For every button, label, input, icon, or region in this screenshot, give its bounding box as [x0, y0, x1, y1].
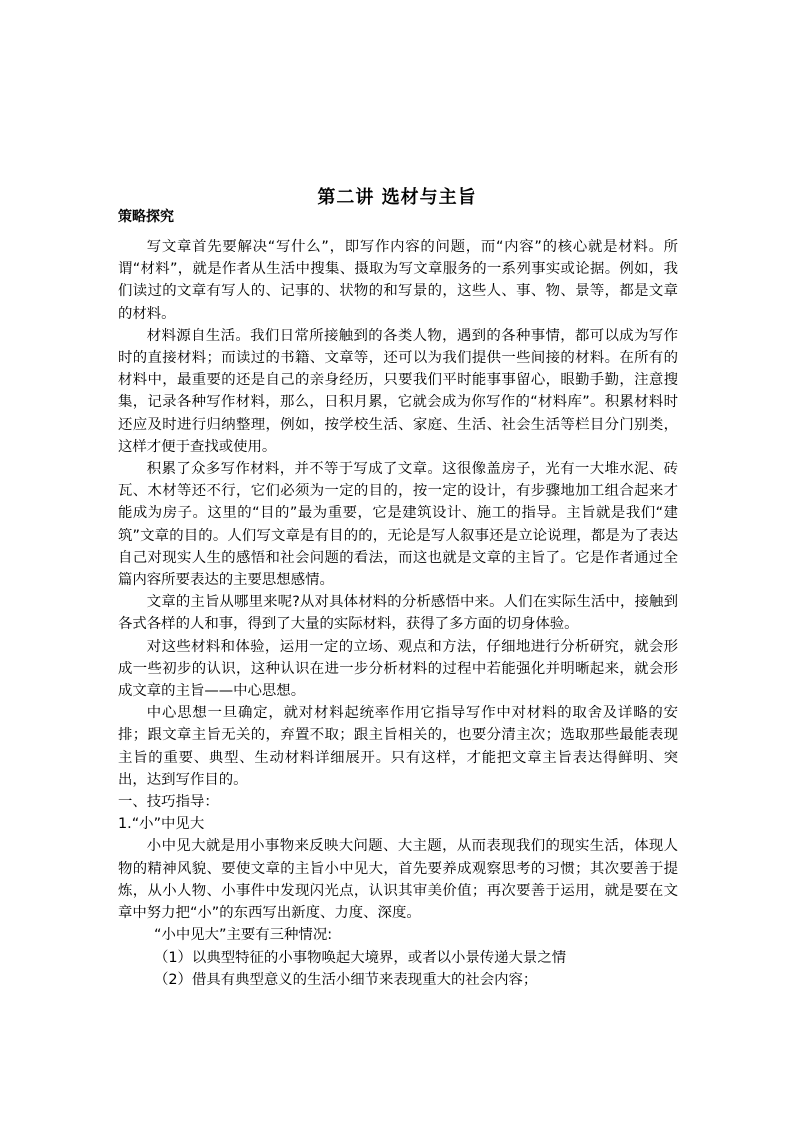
section-heading: 策略探究 [118, 209, 174, 225]
list-item: （1）以典型特征的小事物唤起大境界，或者以小景传递大景之情 [154, 949, 567, 966]
paragraph: 中心思想一旦确定，就对材料起统率作用它指导写作中对材料的取舍及详略的安排；跟文章主旨无关的，弃置不取；跟主旨相关的，也要分清主次；选取那些最能表现主旨的重要、典型、生动材料详细展开。只有这样，才能把文章主旨表达得鲜明、突出，达到写作目的。 [118, 705, 678, 788]
paragraph: 文章的主旨从哪里来呢?从对具体材料的分析感悟中来。人们在实际生活中，接触到各式各样的人和事，得到了大量的实际材料，获得了多方面的切身体验。 [118, 594, 678, 633]
paragraph: 对这些材料和体验，运用一定的立场、观点和方法，仔细地进行分析研究，就会形成一些初步的认识，这种认识在进一步分析材料的过程中若能强化并明晰起来，就会形成文章的主旨——中心思想。 [118, 638, 678, 700]
list-item: （2）借具有典型意义的生活小细节来表现重大的社会内容； [154, 971, 538, 988]
skills-heading: 一、技巧指导： [118, 794, 219, 811]
paragraph: 材料源自生活。我们日常所接触到的各类人物，遇到的各种事情，都可以成为写作时的直接材料；而读过的书籍、文章等，还可以为我们提供一些间接的材料。在所有的材料中，最重要的还是自己的亲身经历，只要我们平时能事事留心，眼勤手勤，注意搜集，记录各种写作材料，那么，日积月累，它就会成为你写作的“材料库”。积累材料时还应及时进行归纳整理，例如，按学校生活、家庭、生活、社会生活等栏目分门别类，这样才便于查找或使用。 [118, 327, 678, 455]
document-body [118, 236, 678, 991]
paragraph: 小中见大就是用小事物来反映大问题、大主题，从而表现我们的现实生活，体现人物的精神风貌、要使文章的主旨小中见大，首先要养成观察思考的习惯；其次要善于提炼，从小人物、小事件中发现闪光点，认识其审美价值；再次要善于运用，就是要在文章中努力把“小”的东西写出新度、力度、深度。 [118, 838, 678, 922]
point-heading: 1.“小”中见大 [118, 816, 205, 833]
page-title: 第二讲 选材与主旨 [317, 187, 477, 208]
paragraph: 积累了众多写作材料，并不等于写成了文章。这很像盖房子，光有一大堆水泥、砖瓦、木材等还不行，它们必须为一定的目的，按一定的设计，有步骤地加工组合起来才能成为房子。这里的“目的”最为重要，它是建筑设计、施工的指导。主旨就是我们“建筑”文章的目的。人们写文章是有目的的，无论是写人叙事还是立论说理，都是为了表达自己对现实人生的感悟和社会问题的看法，而这也就是文章的主旨了。它是作者通过全篇内容所要表达的主要思想感情。 [118, 461, 678, 589]
paragraph: 写文章首先要解决“写什么”，即写作内容的问题，而“内容”的核心就是材料。所谓“材料”，就是作者从生活中搜集、摄取为写文章服务的一系列事实或论据。例如，我们读过的文章有写人的、记事的、状物的和写景的，这些人、事、物、景等，都是文章的材料。 [118, 239, 678, 322]
cases-intro: “小中见大”主要有三种情况: [154, 927, 333, 944]
